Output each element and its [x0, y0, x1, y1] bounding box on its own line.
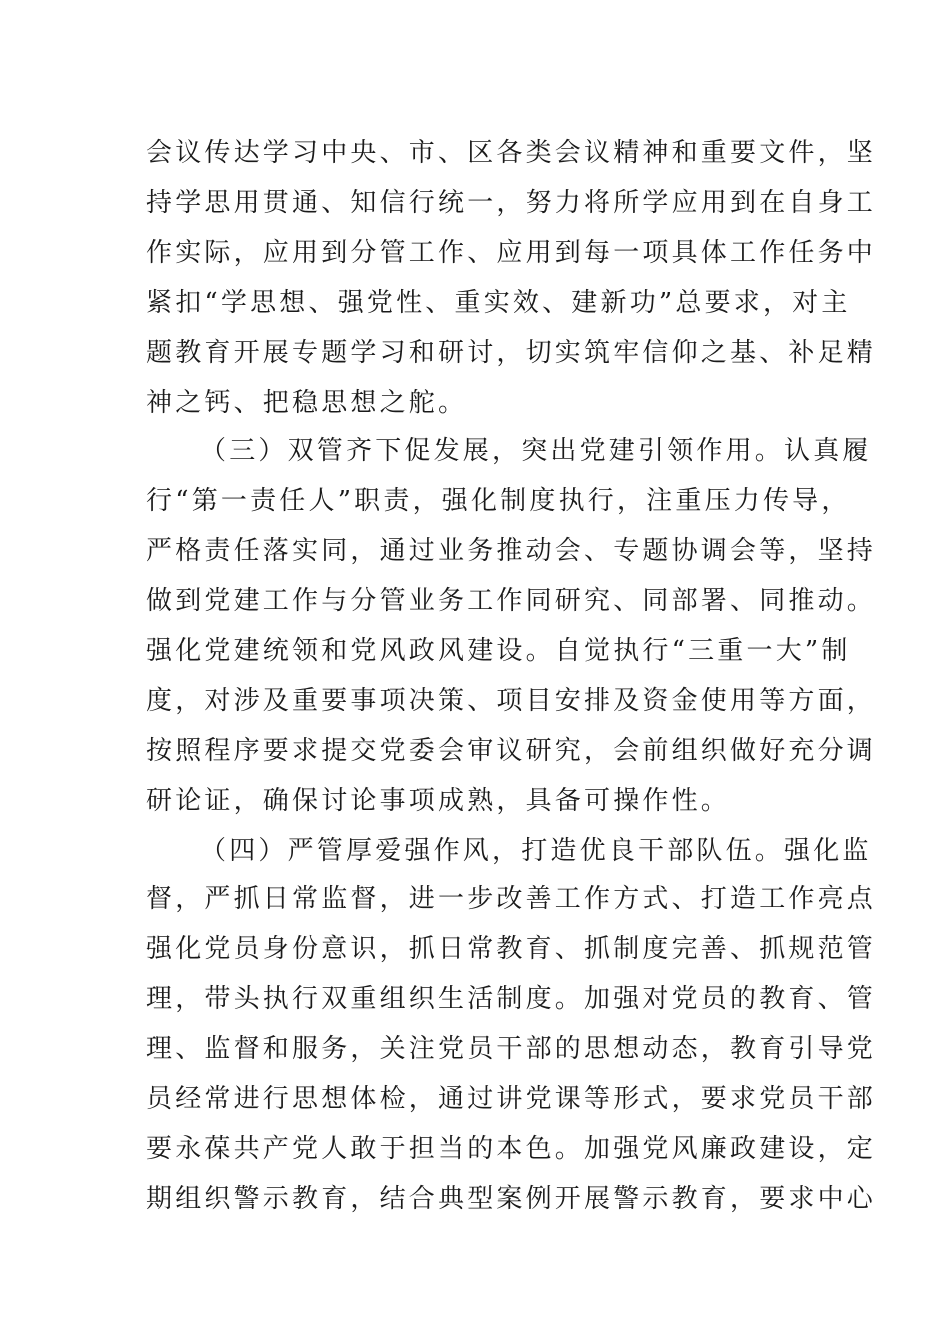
text-line-13: 按照程序要求提交党委会审议研究，会前组织做好充分调: [146, 736, 877, 766]
text-line-6: 神之钙、把稳思想之舵。: [146, 388, 468, 418]
text-line-20: 员经常进行思想体检，通过讲党课等形式，要求党员干部: [146, 1084, 877, 1114]
text-line-12: 度，对涉及重要事项决策、项目安排及资金使用等方面，: [146, 686, 877, 716]
text-line-22: 期组织警示教育，结合典型案例开展警示教育，要求中心: [146, 1184, 877, 1214]
text-line-16: 督，严抓日常监督，进一步改善工作方式、打造工作亮点: [146, 884, 877, 914]
text-line-17: 强化党员身份意识，抓日常教育、抓制度完善、抓规范管: [146, 934, 877, 964]
text-line-14: 研论证，确保讨论事项成熟，具备可操作性。: [146, 786, 731, 816]
text-line-3: 作实际，应用到分管工作、应用到每一项具体工作任务中: [146, 238, 877, 268]
text-line-19: 理、监督和服务，关注党员干部的思想动态，教育引导党: [146, 1034, 877, 1064]
section-heading-3-line: （三）双管齐下促发展，突出党建引领作用。认真履: [200, 436, 872, 466]
text-line-5: 题教育开展专题学习和研讨，切实筑牢信仰之基、补足精: [146, 338, 877, 368]
text-line-10: 做到党建工作与分管业务工作同研究、同部署、同推动。: [146, 586, 877, 616]
text-line-18: 理，带头执行双重组织生活制度。加强对党员的教育、管: [146, 984, 877, 1014]
text-line-9: 严格责任落实同，通过业务推动会、专题协调会等，坚持: [146, 536, 877, 566]
text-line-21: 要永葆共产党人敢于担当的本色。加强党风廉政建设，定: [146, 1134, 877, 1164]
text-line-2: 持学思用贯通、知信行统一，努力将所学应用到在自身工: [146, 188, 877, 218]
text-line-1: 会议传达学习中央、市、区各类会议精神和重要文件，坚: [146, 138, 877, 168]
section-heading-4-line: （四）严管厚爱强作风，打造优良干部队伍。强化监: [200, 836, 872, 866]
text-line-4: 紧扣“学思想、强党性、重实效、建新功”总要求，对主: [146, 288, 851, 318]
text-line-8: 行“第一责任人”职责，强化制度执行，注重压力传导，: [146, 486, 851, 516]
text-line-11: 强化党建统领和党风政风建设。自觉执行“三重一大”制: [146, 636, 851, 666]
